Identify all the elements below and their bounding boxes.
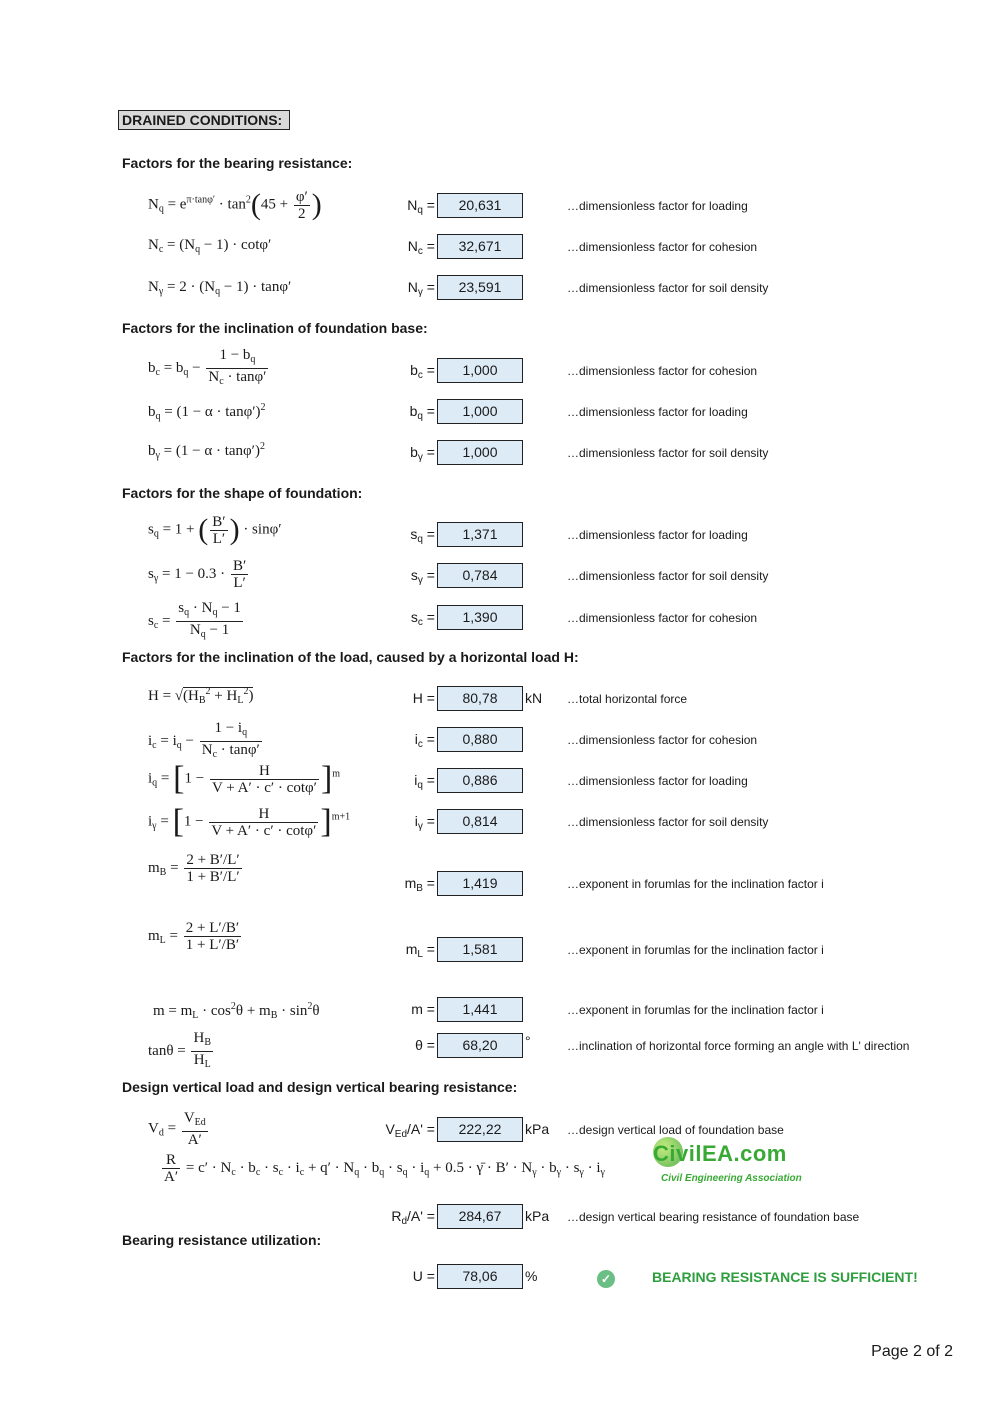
value-cell-bg: 1,000 bbox=[437, 440, 523, 465]
heading-bearing: Factors for the bearing resistance: bbox=[122, 155, 353, 171]
formula-ng: $N_\gamma = 2 \cdot (N_q - 1) \cdot \tan\varphi'$ bbox=[148, 279, 292, 297]
formula-h: $H = √(H_B^2 + H_L^2)$ bbox=[148, 686, 254, 706]
result-row-iq: $i_q$ = 0,886 …dimensionless factor for loading bbox=[0, 768, 993, 794]
formula-sc: $s_c$ = $\frac{s_q \cdot N_q - 1}{N_q - 1}$ bbox=[148, 600, 245, 643]
result-row-h: H = 80,78 kN …total horizontal force bbox=[0, 686, 993, 712]
watermark-logo: CivilEA.com Civil Engineering Association bbox=[653, 1135, 813, 1187]
formula-iq: $i_q = [1$ − $\frac{H}{V + A' \cdot c' \cdot \cot\varphi'}$ ]$^m$ bbox=[148, 760, 341, 797]
result-row-vd: $V_{Ed}/A'$ = 222,22 kPa …design vertical load of foundation base bbox=[0, 1117, 993, 1143]
heading-inclination-base: Factors for the inclination of foundation base: bbox=[122, 320, 428, 336]
result-row-sq: $s_q$ = 1,371 …dimensionless factor for loading bbox=[0, 522, 993, 548]
formula-m: $m = m_L \cdot \cos^2\theta + m_B \cdot \sin^2\theta$ bbox=[153, 1001, 320, 1021]
formula-ig: $i_\gamma = [1$ − $\frac{H}{V + A' \cdot c' \cdot \cot\varphi'}$ ]$^{m+1}$ bbox=[148, 803, 351, 840]
result-row-theta: θ = 68,20 ° …inclination of horizontal force forming an angle with L' direction bbox=[0, 1033, 993, 1059]
page-number: Page 2 of 2 bbox=[871, 1343, 953, 1360]
check-circle-icon: ✓ bbox=[597, 1270, 615, 1288]
formula-bc: $b_c = b_q$ − $\frac{1 - b_q}{N_c \cdot \tan\varphi'}$ bbox=[148, 347, 270, 390]
result-row-ng: $N_\gamma$ = 23,591 …dimensionless factor for soil density bbox=[0, 275, 993, 301]
value-cell-nq: 20,631 bbox=[437, 193, 523, 218]
result-row-bq: $b_q$ = 1,000 …dimensionless factor for loading bbox=[0, 399, 993, 425]
formula-nq: $N_q = e^{\pi\cdot tan\varphi'} \cdot \tan^2(45$ + $\frac{\varphi'}{2}$ ) bbox=[148, 188, 322, 222]
value-cell-sq: 1,371 bbox=[437, 522, 523, 547]
result-row-ic: $i_c$ = 0,880 …dimensionless factor for cohesion bbox=[0, 727, 993, 753]
value-cell-theta: 68,20 bbox=[437, 1033, 523, 1058]
heading-shape: Factors for the shape of foundation: bbox=[122, 485, 363, 501]
formula-bg: $b_\gamma = (1 - \alpha \cdot \tan\varphi')^2$ bbox=[148, 441, 265, 461]
formula-mb: $m_B$ = $\frac{2 + B'/L'}{1 + B'/L'}$ bbox=[148, 852, 240, 885]
section-header: DRAINED CONDITIONS: bbox=[118, 110, 290, 130]
heading-utilization: Bearing resistance utilization: bbox=[122, 1232, 322, 1248]
result-row-nq: $N_q$ = 20,631 …dimensionless factor for loading bbox=[0, 193, 993, 219]
value-cell-ng: 23,591 bbox=[437, 275, 523, 300]
result-row-mb: $m_B$ = 1,419 …exponent in forumlas for the inclination factor i bbox=[0, 871, 993, 897]
formula-theta: tanθ = $\frac{H_B}{H_L}$ bbox=[148, 1030, 215, 1073]
value-cell-bq: 1,000 bbox=[437, 399, 523, 424]
status-message: BEARING RESISTANCE IS SUFFICIENT! bbox=[652, 1269, 918, 1285]
value-cell-sc: 1,390 bbox=[437, 605, 523, 630]
formula-bq: $b_q = (1 - \alpha \cdot \tan\varphi')^2$ bbox=[148, 402, 266, 422]
result-row-u: U = 78,06 % bbox=[0, 1264, 993, 1290]
value-cell-ig: 0,814 bbox=[437, 809, 523, 834]
heading-inclination-load: Factors for the inclination of the load, caused by a horizontal load H: bbox=[122, 649, 579, 665]
value-cell-u: 78,06 bbox=[437, 1264, 523, 1289]
formula-ml: $m_L$ = $\frac{2 + L'/B'}{1 + L'/B'}$ bbox=[148, 920, 240, 953]
value-cell-mb: 1,419 bbox=[437, 871, 523, 896]
result-row-bc: $b_c$ = 1,000 …dimensionless factor for cohesion bbox=[0, 358, 993, 384]
formula-nc: $N_c = (N_q - 1) \cdot \cot\varphi'$ bbox=[148, 237, 272, 255]
value-cell-m: 1,441 bbox=[437, 997, 523, 1022]
value-cell-nc: 32,671 bbox=[437, 234, 523, 259]
result-row-sg: $s_\gamma$ = 0,784 …dimensionless factor for soil density bbox=[0, 563, 993, 589]
result-row-bg: $b_\gamma$ = 1,000 …dimensionless factor for soil density bbox=[0, 440, 993, 466]
result-row-sc: $s_c$ = 1,390 …dimensionless factor for cohesion bbox=[0, 605, 993, 631]
value-cell-iq: 0,886 bbox=[437, 768, 523, 793]
value-cell-ml: 1,581 bbox=[437, 937, 523, 962]
value-cell-sg: 0,784 bbox=[437, 563, 523, 588]
formula-sg: $s_\gamma = 1 - 0.3$ · $\frac{B'}{L'}$ bbox=[148, 558, 247, 591]
result-row-ig: $i_\gamma$ = 0,814 …dimensionless factor for soil density bbox=[0, 809, 993, 835]
formula-sq: $s_q = 1$ + ( $\frac{B'}{L'}$ ) · sinφ′ bbox=[148, 513, 282, 547]
result-row-m: m = 1,441 …exponent in forumlas for the inclination factor i bbox=[0, 997, 993, 1023]
heading-design: Design vertical load and design vertical bearing resistance: bbox=[122, 1079, 518, 1095]
result-row-nc: $N_c$ = 32,671 …dimensionless factor for cohesion bbox=[0, 234, 993, 260]
value-cell-h: 80,78 bbox=[437, 686, 523, 711]
value-cell-vd: 222,22 bbox=[437, 1117, 523, 1142]
value-cell-bc: 1,000 bbox=[437, 358, 523, 383]
formula-ic: $i_c = i_q$ − $\frac{1 - i_q}{N_c \cdot \tan\varphi'}$ bbox=[148, 720, 264, 763]
result-row-ml: $m_L$ = 1,581 …exponent in forumlas for the inclination factor i bbox=[0, 937, 993, 963]
result-row-rd: $R_d/A'$ = 284,67 kPa …design vertical bearing resistance of foundation base bbox=[0, 1204, 993, 1230]
formula-rd: $\frac{R}{A'}$ = $c' \cdot N_c \cdot b_c \cdot s_c \cdot i_c + q' \cdot N_q \cdot b_q \cdot s_q \cdot i_q + 0.5$ · γ̄ · $B' \cdot N_\gamma \cdot b_\gamma \cdot s_\gamma \cdot i_\gamma$ bbox=[164, 1152, 605, 1185]
value-cell-ic: 0,880 bbox=[437, 727, 523, 752]
value-cell-rd: 284,67 bbox=[437, 1204, 523, 1229]
formula-vd: $V_d$ = $\frac{V_{Ed}}{A'}$ bbox=[148, 1110, 206, 1148]
